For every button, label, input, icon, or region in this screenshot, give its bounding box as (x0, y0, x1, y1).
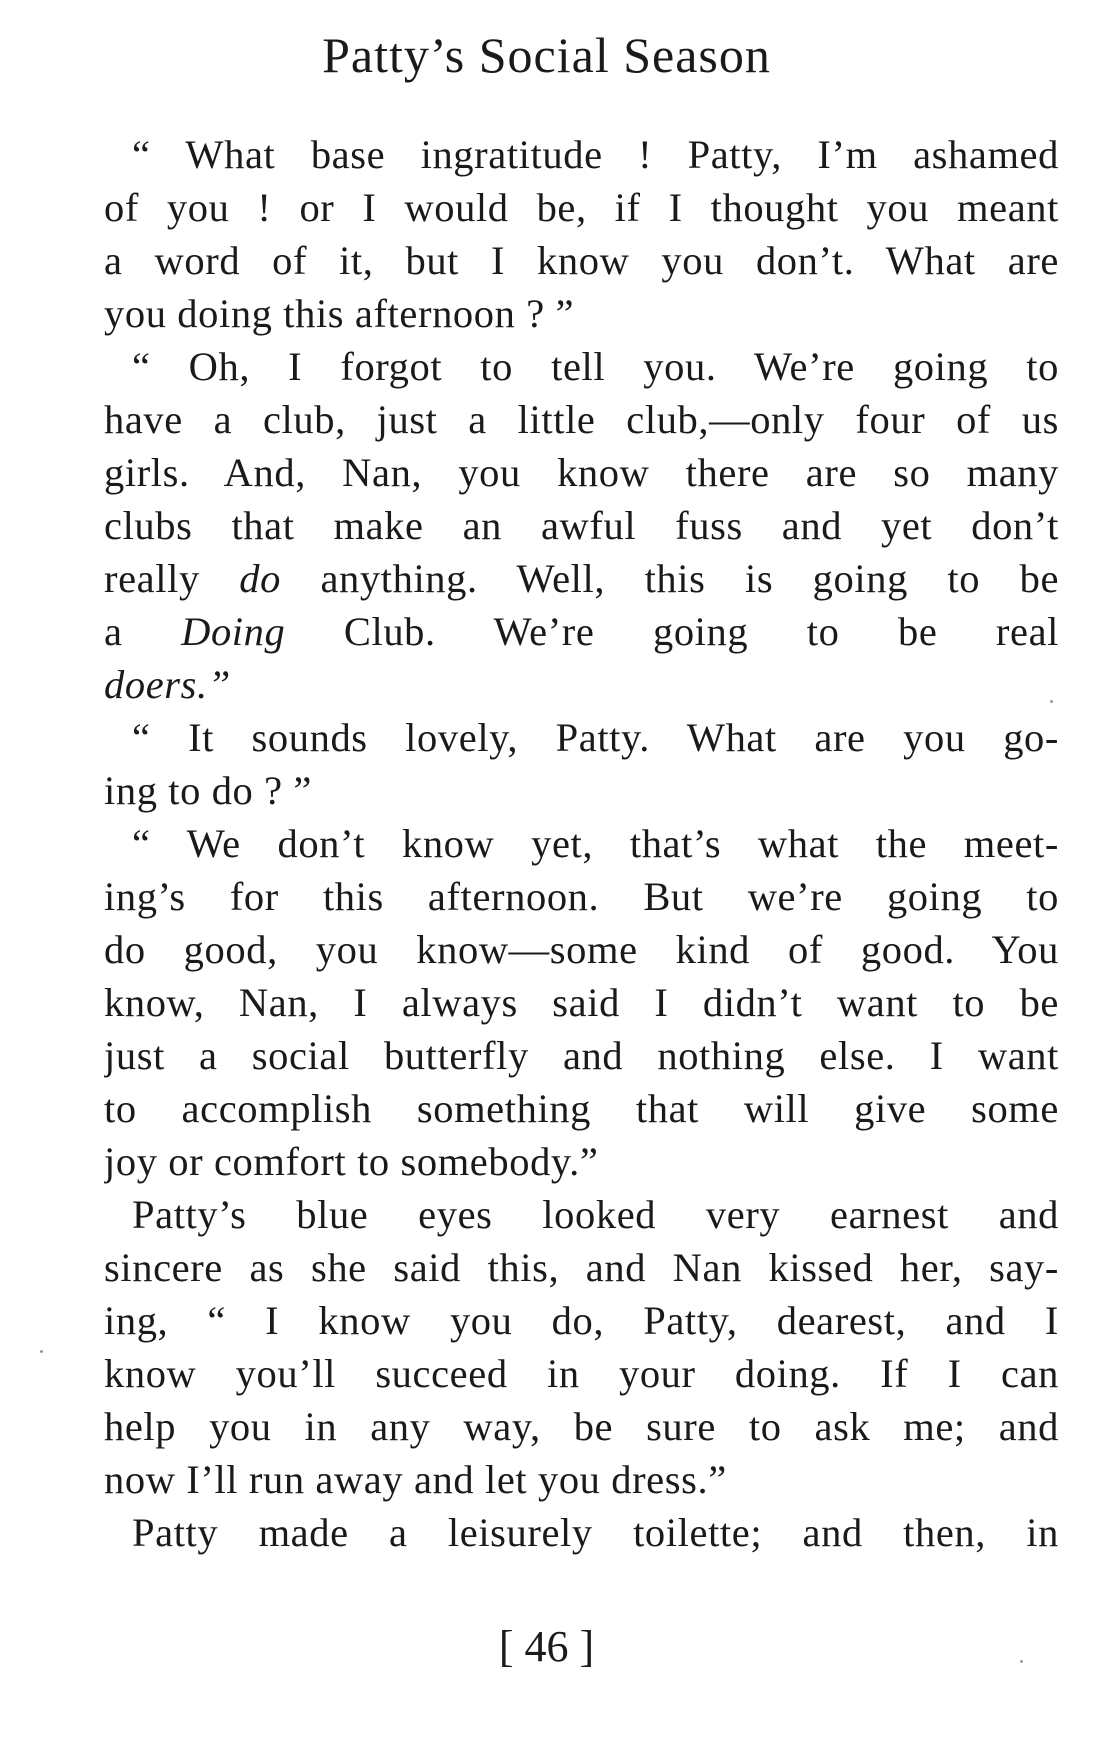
text-line: ing to do ? ” (104, 768, 313, 813)
text-line: ing, “ I know you do, Patty, dearest, and I (104, 1298, 1059, 1343)
running-head: Patty’s Social Season (322, 27, 771, 83)
text-line: a Doing Club. We’re going to be real (104, 609, 1059, 654)
text-line: to accomplish something that will give some (104, 1086, 1059, 1131)
text-line: now I’ll run away and let you dress.” (104, 1457, 727, 1502)
text-line: “ It sounds lovely, Patty. What are you go- (132, 715, 1059, 760)
body-text (104, 128, 1059, 1559)
text-line: girls. And, Nan, you know there are so many (104, 450, 1059, 495)
text-line: “ Oh, I forgot to tell you. We’re going to (132, 344, 1059, 389)
text-line: know, Nan, I always said I didn’t want to be (104, 980, 1059, 1025)
paragraph (104, 817, 1059, 1188)
text-line: know you’ll succeed in your doing. If I can (104, 1351, 1059, 1396)
paragraph (104, 340, 1059, 711)
text-line: Patty made a leisurely toilette; and then, in (132, 1510, 1059, 1555)
text-line: doers.” (104, 662, 231, 707)
text-line: just a social butterfly and nothing else. I want (104, 1033, 1059, 1078)
text-line: help you in any way, be sure to ask me; and (104, 1404, 1059, 1449)
page-number: [ 46 ] (498, 1622, 595, 1671)
text-line: a word of it, but I know you don’t. What are (104, 238, 1059, 283)
paragraph (104, 1506, 1059, 1559)
text-line: you doing this afternoon ? ” (104, 291, 575, 336)
text-line: really do anything. Well, this is going to be (104, 556, 1059, 601)
text-line: “ We don’t know yet, that’s what the meet- (132, 821, 1059, 866)
text-line: “ What base ingratitude ! Patty, I’m ashamed (132, 132, 1059, 177)
text-line: ing’s for this afternoon. But we’re going to (104, 874, 1059, 919)
paper-speck (1020, 1660, 1023, 1663)
text-line: do good, you know—some kind of good. You (104, 927, 1059, 972)
paper-speck (40, 1350, 43, 1353)
text-line: have a club, just a little club,—only four of us (104, 397, 1059, 442)
text-line: Patty’s blue eyes looked very earnest and (132, 1192, 1059, 1237)
text-line: clubs that make an awful fuss and yet don’t (104, 503, 1059, 548)
text-line: joy or comfort to somebody.” (104, 1139, 599, 1184)
text-line: of you ! or I would be, if I thought you meant (104, 185, 1059, 230)
paper-speck (1050, 700, 1053, 703)
paragraph (104, 128, 1059, 340)
paragraph (104, 1188, 1059, 1506)
paragraph (104, 711, 1059, 817)
text-line: sincere as she said this, and Nan kissed her, say- (104, 1245, 1059, 1290)
